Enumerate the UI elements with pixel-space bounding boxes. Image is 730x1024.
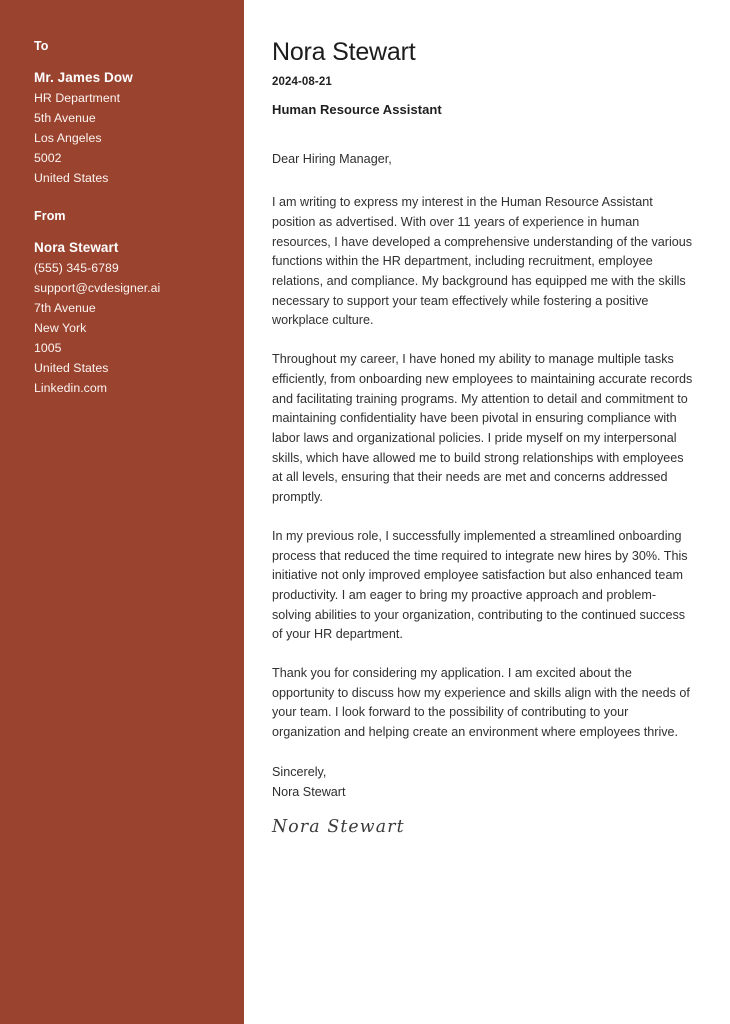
sender-linkedin[interactable]: Linkedin.com bbox=[34, 380, 108, 395]
sender-line: 7th Avenue bbox=[34, 300, 96, 315]
recipient-line: 5th Avenue bbox=[34, 110, 96, 125]
letter-salutation: Dear Hiring Manager, bbox=[272, 151, 392, 166]
letter-paragraph-3: In my previous role, I successfully implemented a streamlined onboarding process that reduced the time required to integrate new hires by 30%. This initiative not only improved employee satisfaction but also enhanced team productivity. I am eager to bring my proactive approach and problem-solving abilities to your organization, contributing to the continued success of your HR department. bbox=[272, 528, 688, 642]
letter-paragraph-4: Thank you for considering my application. I am excited about the opportunity to discuss how my experience and skills align with the needs of your team. I look forward to the possibility of contributing to your organization and helping create an environment where employees thrive. bbox=[272, 666, 690, 740]
recipient-heading: To bbox=[34, 39, 49, 53]
letter-paragraph-2: Throughout my career, I have honed my ability to manage multiple tasks efficiently, from onboarding new employees to maintaining accurate records and facilitating training programs. My attention to detail and commitment to maintaining confidentiality have been pivotal in ensuring compliance with labor laws and organizational policies. I pride myself on my interpersonal skills, which have allowed me to build strong relationships with employees at all levels, ensuring that their needs are met and concerns addressed promptly. bbox=[272, 352, 693, 505]
sender-line: United States bbox=[34, 360, 109, 375]
sidebar-contact-panel bbox=[0, 0, 244, 1024]
sender-email[interactable]: support@cvdesigner.ai bbox=[34, 280, 161, 295]
sender-address-block bbox=[34, 208, 218, 398]
letter-closing-block bbox=[272, 763, 693, 838]
closing-salutation: Sincerely, bbox=[272, 764, 327, 779]
sender-name: Nora Stewart bbox=[34, 239, 119, 255]
sender-line: New York bbox=[34, 320, 87, 335]
signature-script: Nora Stewart bbox=[272, 816, 405, 838]
closing-name: Nora Stewart bbox=[272, 784, 346, 799]
letter-paragraph-1: I am writing to express my interest in the Human Resource Assistant position as advertised. With over 11 years of experience in human resources, I have developed a comprehensive understanding of the various functions within the HR department, including recruitment, employee relations, and compliance. My background has equipped me with the skills necessary to support your team effectively while fostering a positive workplace culture. bbox=[272, 195, 693, 328]
recipient-address-block bbox=[34, 38, 218, 188]
letter-position-title: Human Resource Assistant bbox=[272, 101, 442, 117]
letter-author-name: Nora Stewart bbox=[272, 38, 416, 66]
recipient-line: United States bbox=[34, 170, 109, 185]
letter-date: 2024-08-21 bbox=[272, 75, 332, 88]
sender-heading: From bbox=[34, 208, 66, 223]
letter-body-panel bbox=[244, 0, 730, 1024]
recipient-line: 5002 bbox=[34, 150, 62, 165]
recipient-line: HR Department bbox=[34, 90, 121, 105]
recipient-line: Los Angeles bbox=[34, 130, 102, 145]
sender-line: 1005 bbox=[34, 340, 62, 355]
recipient-name: Mr. James Dow bbox=[34, 69, 133, 85]
sender-phone: (555) 345-6789 bbox=[34, 260, 119, 275]
